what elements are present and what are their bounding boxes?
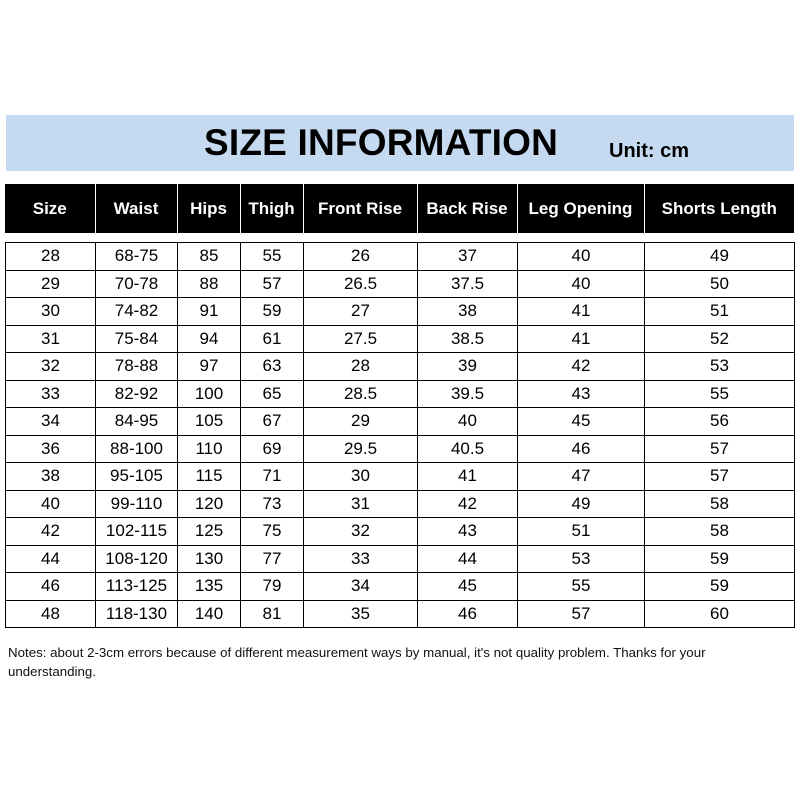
cell-waist: 78-88 xyxy=(96,353,178,381)
unit-label: Unit: cm xyxy=(609,140,689,162)
table-row xyxy=(6,298,795,326)
table-row xyxy=(6,243,795,271)
cell-shorts-length: 50 xyxy=(645,270,795,298)
cell-leg-opening: 45 xyxy=(518,408,645,436)
cell-back-rise: 38.5 xyxy=(418,325,518,353)
cell-shorts-length: 59 xyxy=(645,545,795,573)
cell-leg-opening: 41 xyxy=(518,298,645,326)
cell-shorts-length: 52 xyxy=(645,325,795,353)
cell-leg-opening: 51 xyxy=(518,518,645,546)
cell-thigh: 67 xyxy=(241,408,304,436)
cell-front-rise: 32 xyxy=(304,518,418,546)
table-row xyxy=(6,353,795,381)
cell-shorts-length: 58 xyxy=(645,490,795,518)
column-header-leg-opening: Leg Opening xyxy=(517,184,644,233)
cell-leg-opening: 42 xyxy=(518,353,645,381)
column-header-shorts-length: Shorts Length xyxy=(644,184,794,233)
cell-leg-opening: 53 xyxy=(518,545,645,573)
notes-text: Notes: about 2-3cm errors because of different measurement ways by manual, it's not quality problem. Thanks for your understanding. xyxy=(8,645,706,679)
cell-hips: 125 xyxy=(178,518,241,546)
cell-leg-opening: 40 xyxy=(518,243,645,271)
cell-shorts-length: 60 xyxy=(645,600,795,628)
table-row xyxy=(6,325,795,353)
cell-thigh: 75 xyxy=(241,518,304,546)
column-header-front-rise: Front Rise xyxy=(303,184,417,233)
cell-shorts-length: 55 xyxy=(645,380,795,408)
cell-thigh: 63 xyxy=(241,353,304,381)
cell-size: 48 xyxy=(6,600,96,628)
cell-shorts-length: 53 xyxy=(645,353,795,381)
size-table xyxy=(5,242,795,628)
table-row xyxy=(6,463,795,491)
cell-front-rise: 29.5 xyxy=(304,435,418,463)
cell-leg-opening: 55 xyxy=(518,573,645,601)
cell-thigh: 79 xyxy=(241,573,304,601)
cell-back-rise: 37 xyxy=(418,243,518,271)
cell-size: 29 xyxy=(6,270,96,298)
cell-hips: 94 xyxy=(178,325,241,353)
cell-size: 28 xyxy=(6,243,96,271)
table-row xyxy=(6,490,795,518)
cell-back-rise: 45 xyxy=(418,573,518,601)
table-row xyxy=(6,545,795,573)
cell-waist: 99-110 xyxy=(96,490,178,518)
cell-waist: 68-75 xyxy=(96,243,178,271)
cell-waist: 84-95 xyxy=(96,408,178,436)
page-title: SIZE INFORMATION xyxy=(204,122,558,163)
cell-front-rise: 28 xyxy=(304,353,418,381)
cell-back-rise: 44 xyxy=(418,545,518,573)
table-row xyxy=(6,600,795,628)
cell-shorts-length: 59 xyxy=(645,573,795,601)
cell-hips: 85 xyxy=(178,243,241,271)
cell-back-rise: 40 xyxy=(418,408,518,436)
cell-thigh: 69 xyxy=(241,435,304,463)
table-row xyxy=(6,435,795,463)
cell-size: 42 xyxy=(6,518,96,546)
cell-leg-opening: 41 xyxy=(518,325,645,353)
cell-back-rise: 41 xyxy=(418,463,518,491)
cell-shorts-length: 58 xyxy=(645,518,795,546)
cell-size: 36 xyxy=(6,435,96,463)
cell-front-rise: 34 xyxy=(304,573,418,601)
table-row xyxy=(6,408,795,436)
cell-front-rise: 26.5 xyxy=(304,270,418,298)
cell-hips: 88 xyxy=(178,270,241,298)
cell-back-rise: 40.5 xyxy=(418,435,518,463)
cell-hips: 97 xyxy=(178,353,241,381)
cell-front-rise: 30 xyxy=(304,463,418,491)
cell-thigh: 77 xyxy=(241,545,304,573)
table-row xyxy=(6,380,795,408)
cell-back-rise: 38 xyxy=(418,298,518,326)
cell-leg-opening: 49 xyxy=(518,490,645,518)
cell-size: 30 xyxy=(6,298,96,326)
cell-back-rise: 37.5 xyxy=(418,270,518,298)
cell-size: 40 xyxy=(6,490,96,518)
cell-thigh: 61 xyxy=(241,325,304,353)
cell-size: 44 xyxy=(6,545,96,573)
cell-leg-opening: 57 xyxy=(518,600,645,628)
cell-shorts-length: 56 xyxy=(645,408,795,436)
column-header-hips: Hips xyxy=(177,184,240,233)
cell-hips: 140 xyxy=(178,600,241,628)
cell-shorts-length: 51 xyxy=(645,298,795,326)
cell-leg-opening: 40 xyxy=(518,270,645,298)
cell-front-rise: 33 xyxy=(304,545,418,573)
column-header-size: Size xyxy=(32,198,67,218)
column-header-thigh: Thigh xyxy=(240,184,303,233)
cell-front-rise: 28.5 xyxy=(304,380,418,408)
header-row xyxy=(5,184,794,233)
cell-thigh: 71 xyxy=(241,463,304,491)
table-row xyxy=(6,518,795,546)
cell-size: 34 xyxy=(6,408,96,436)
column-header-waist: Waist xyxy=(95,184,177,233)
cell-hips: 91 xyxy=(178,298,241,326)
cell-waist: 95-105 xyxy=(96,463,178,491)
cell-front-rise: 29 xyxy=(304,408,418,436)
cell-front-rise: 27.5 xyxy=(304,325,418,353)
cell-hips: 135 xyxy=(178,573,241,601)
cell-waist: 70-78 xyxy=(96,270,178,298)
cell-leg-opening: 43 xyxy=(518,380,645,408)
cell-waist: 75-84 xyxy=(96,325,178,353)
cell-waist: 82-92 xyxy=(96,380,178,408)
cell-thigh: 73 xyxy=(241,490,304,518)
cell-waist: 74-82 xyxy=(96,298,178,326)
cell-waist: 102-115 xyxy=(96,518,178,546)
cell-back-rise: 39.5 xyxy=(418,380,518,408)
cell-hips: 120 xyxy=(178,490,241,518)
cell-leg-opening: 47 xyxy=(518,463,645,491)
cell-thigh: 55 xyxy=(241,243,304,271)
cell-front-rise: 35 xyxy=(304,600,418,628)
cell-hips: 110 xyxy=(178,435,241,463)
cell-back-rise: 46 xyxy=(418,600,518,628)
table-row xyxy=(6,270,795,298)
cell-size: 38 xyxy=(6,463,96,491)
size-table-header xyxy=(5,184,794,233)
cell-shorts-length: 49 xyxy=(645,243,795,271)
cell-size: 32 xyxy=(6,353,96,381)
cell-front-rise: 27 xyxy=(304,298,418,326)
cell-front-rise: 26 xyxy=(304,243,418,271)
cell-leg-opening: 46 xyxy=(518,435,645,463)
cell-waist: 113-125 xyxy=(96,573,178,601)
cell-front-rise: 31 xyxy=(304,490,418,518)
cell-waist: 108-120 xyxy=(96,545,178,573)
cell-hips: 100 xyxy=(178,380,241,408)
cell-thigh: 65 xyxy=(241,380,304,408)
size-table-body xyxy=(6,243,795,628)
cell-back-rise: 42 xyxy=(418,490,518,518)
cell-hips: 130 xyxy=(178,545,241,573)
cell-shorts-length: 57 xyxy=(645,463,795,491)
cell-size: 33 xyxy=(6,380,96,408)
cell-size: 46 xyxy=(6,573,96,601)
cell-waist: 118-130 xyxy=(96,600,178,628)
cell-waist: 88-100 xyxy=(96,435,178,463)
cell-size: 31 xyxy=(6,325,96,353)
cell-thigh: 57 xyxy=(241,270,304,298)
cell-thigh: 81 xyxy=(241,600,304,628)
cell-back-rise: 43 xyxy=(418,518,518,546)
table-row xyxy=(6,573,795,601)
cell-back-rise: 39 xyxy=(418,353,518,381)
column-header-back-rise: Back Rise xyxy=(417,184,517,233)
cell-hips: 105 xyxy=(178,408,241,436)
cell-shorts-length: 57 xyxy=(645,435,795,463)
cell-hips: 115 xyxy=(178,463,241,491)
cell-thigh: 59 xyxy=(241,298,304,326)
